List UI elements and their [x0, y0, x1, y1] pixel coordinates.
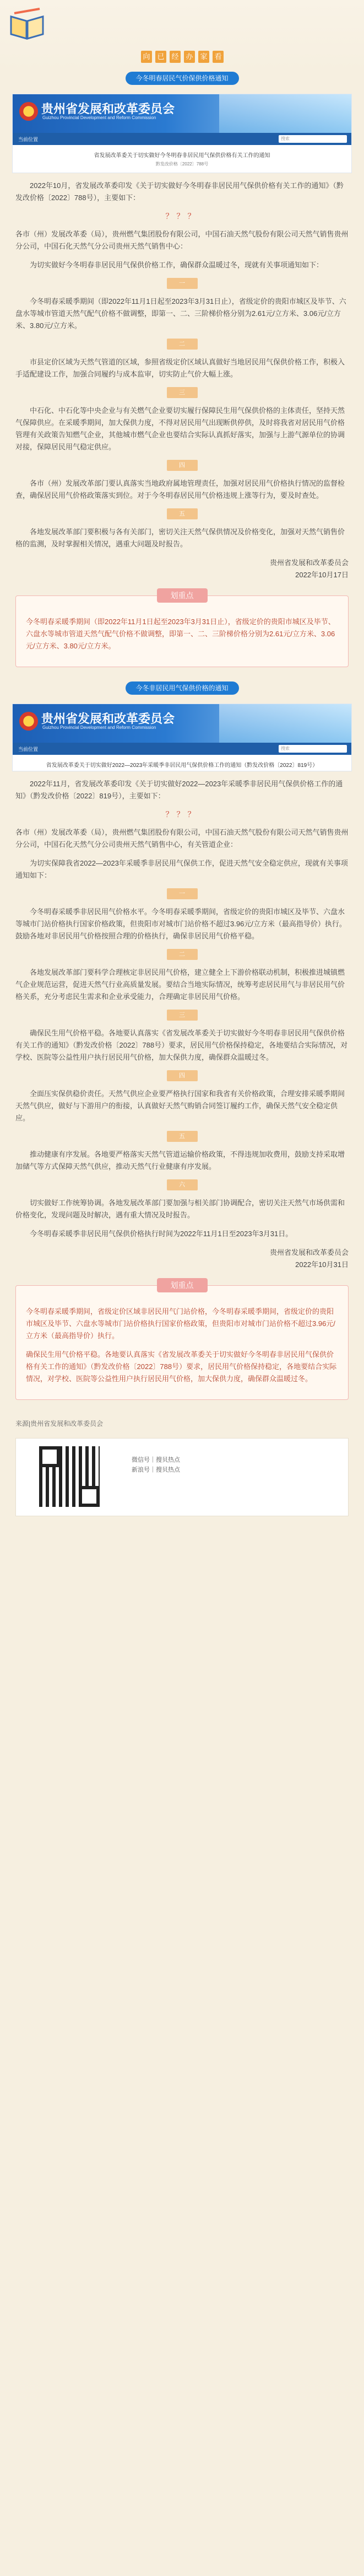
key-points-label-2: 划重点	[157, 1278, 208, 1292]
top-title-char: 已	[155, 51, 166, 63]
top-title-char: 向	[141, 51, 152, 63]
portal-title-2: 贵州省发展和改革委员会	[41, 712, 175, 726]
qr-code-icon	[39, 1446, 100, 1507]
portal-navbar	[13, 133, 351, 145]
article-2-tag-2: 二	[167, 949, 198, 960]
article-2-p1: 各市（州）发展改革委（局），贵州燃气集团股份有限公司，中国石油天然气股份有限公司天然气销售贵州分公司，中国石化天然气分公司贵州天然气销售中心，有关管道企业：	[15, 828, 349, 849]
section-pill-2: 今冬非居民用气保供价格的通知	[126, 681, 239, 695]
key-points-2	[15, 1281, 349, 1400]
qr-text	[132, 1455, 180, 1475]
article-2-tag-4: 四	[167, 1070, 198, 1081]
search-input-2[interactable]: 搜索	[279, 745, 347, 753]
key-points-2-text-2: 确保民生用气价格平稳。各地要认真落实《省发展改革委关于切实做好今冬明春非居民用气保供价格有关工作的通知》（黔发改价格〔2022〕788号）要求，居民用气价格保持稳定，各地要结合实际情况，对学校、医院等公益性用户执行居民用气价格，加大保供力度，确保群众温暖过冬。	[26, 1350, 337, 1383]
article-2	[0, 778, 364, 1271]
search-input[interactable]: 搜索	[279, 135, 347, 143]
article-1-p4: 市县定价区域为天然气管道的区域，参照省级定价区域认真做好当地居民用气保供价格工作，积极入手适配建设工作，加强合同履约与成本监审，切实防止气价大幅上涨。	[15, 358, 345, 378]
emblem-icon	[19, 102, 38, 121]
article-2-sign-org: 贵州省发展和改革委员会	[269, 1248, 349, 1257]
article-1-p3: 今冬明春采暖季期间（即2022年11月1日起至2023年3月31日止），省级定价的贵阳市城区及毕节、六盘水等城市管道天然气配气价格不做调整，即第一、二、三阶梯价格分别为2.61元/立方米、3.06元/立方米、3.80元/立方米。	[15, 297, 346, 330]
qr-line-1: 微信号｜搜贝热点	[132, 1457, 180, 1463]
article-1-reds: ？？？	[165, 212, 199, 221]
top-title-char: 经	[170, 51, 181, 63]
portal-subtitle-2: Guizhou Provincial Development and Reform Commission	[42, 725, 156, 730]
book-icon	[8, 7, 46, 41]
portal-banner	[13, 94, 351, 133]
article-1	[0, 180, 364, 581]
article-2-p9: 今冬明春采暖季非居民用气保供价格执行时间为2022年11月1日至2023年3月31日。	[30, 1230, 293, 1238]
article-2-p3: 今冬明春采暖季非居民用气价格水平。今冬明春采暖季期间，省级定价的贵阳市城区及毕节、六盘水等城市门站价格执行国家价格政策，但贵阳市对城市门站价格不超过3.96元/立方米（最高指导价）执行。鼓励各地对非居民用气价格按照合理的价格执行，确保非居民用气价格平稳。	[15, 908, 346, 940]
portal-title: 贵州省发展和改革委员会	[41, 102, 175, 116]
article-2-sign-date: 2022年10月31日	[295, 1260, 349, 1269]
key-points-label: 划重点	[157, 588, 208, 603]
section-pill: 今冬明春居民气价保供价格通知	[126, 72, 239, 85]
position-label: 当前位置	[18, 136, 39, 142]
article-1-p1: 各市（州）发展改革委（局），贵州燃气集团股份有限公司，中国石油天然气股份有限公司天然气销售贵州分公司，中国石化天然气分公司贵州天然气销售中心：	[15, 230, 349, 250]
doc-title-2: 省发展改革委关于切实做好2022—2023年采暖季非居民用气保供价格工作的通知（黔发改价格〔2022〕819号）	[46, 763, 318, 769]
key-points-2-text-1: 今冬明春采暖季期间，省级定价区域非居民用气门站价格，今冬明春采暖季期间，省级定价的贵阳市城区及毕节、六盘水等城市门站价格执行国家价格政策，但贵阳市对城市门站价格不超过3.96元/立方米（最高指导价）执行。	[26, 1307, 335, 1340]
article-1-sign-date: 2022年10月17日	[295, 571, 349, 579]
portal-navbar-2	[13, 743, 351, 755]
article-1-p6: 各市（州）发展改革部门要认真落实当地政府属地管理责任，加强对居民用气价格执行情况的监督检查，确保居民用气价格政策落实到位。对于今冬明春居民用气价格违规上涨等行为，要及时查处。	[15, 479, 345, 500]
article-2-p6: 全面压实保供稳价责任。天然气供应企业要严格执行国家和我省有关价格政策，合理安排采暖季期间天然气供应，做好与下游用户的衔接，认真做好天然气购销合同签订履约工作，确保天然气安全稳定供应。	[15, 1090, 345, 1122]
top-title-char: 家	[198, 51, 209, 63]
article-2-p7: 推动健康有序发展。各地要严格落实天然气管道运输价格政策，不得违规加收费用，鼓励支持采取增加储气等方式保障天然气供应，推动天然气行业健康有序发展。	[15, 1150, 345, 1171]
key-points-1-text: 今冬明春采暖季期间（即2022年11月1日起至2023年3月31日止），省级定价的贵阳市城区及毕节、六盘水等城市管道天然气配气价格不做调整，即第一、二、三阶梯价格分别为2.61元/立方米、3.06元/立方米、3.80元/立方米。	[26, 618, 335, 650]
article-1-tag-1: 一	[167, 278, 198, 289]
article-2-tag-3: 三	[167, 1010, 198, 1021]
article-1-date-line: 2022年10月，省发展改革委印发《关于切实做好今冬明春非居民用气保供价格有关工作的通知》（黔发改价格〔2022〕788号），主要如下：	[15, 181, 344, 202]
article-1-sign-org: 贵州省发展和改革委员会	[269, 559, 349, 567]
key-points-1	[15, 591, 349, 667]
article-2-tag-5: 五	[167, 1131, 198, 1142]
article-2-date-line: 2022年11月，省发展改革委印发《关于切实做好2022—2023年采暖季非居民用气保供价格工作的通知》（黔发改价格〔2022〕819号），主要如下：	[15, 780, 343, 800]
portal-subtitle: Guizhou Provincial Development and Reform Commission	[42, 115, 156, 120]
position-label-2: 当前位置	[18, 746, 39, 752]
article-1-p2: 为切实做好今冬明春非居民用气保供价格工作，确保群众温暖过冬，现就有关事项通知如下：	[30, 261, 324, 269]
top-title	[119, 51, 246, 63]
article-1-tag-4: 四	[167, 460, 198, 471]
top-title-char: 看	[213, 51, 224, 63]
article-2-tag-1: 一	[167, 888, 198, 899]
article-1-p5: 中石化、中石化等中央企业与有关燃气企业要切实履行保障民生用气保供价格的主体责任，坚持天然气保障供应。在采暖季期间，加大保供力度，不得对居民用气出现断供停供，及时将我省对居民用气价格管理有关政策告知燃气企业，其他城市燃气企业也要结合实际认真抓好落实，加强与上游气源单位的协调对接，保障居民用气稳定供应。	[15, 406, 345, 451]
portal-screenshot-2	[12, 704, 352, 771]
portal-screenshot	[12, 94, 352, 173]
doc-subtitle: 黔发改价格〔2022〕788号	[155, 162, 209, 167]
article-2-p5: 确保民生用气价格平稳。各地要认真落实《省发展改革委关于切实做好今冬明春非居民用气保供价格有关工作的通知》（黔发改价格〔2022〕788号）要求，居民用气价格保持稳定，各地要结合实际情况，对学校、医院等公益性用户执行居民用气价格，加大保供力度，确保群众温暖过冬。	[15, 1029, 348, 1061]
portal-banner-2	[13, 704, 351, 743]
doc-title: 省发展改革委关于切实做好今冬明春非居民用气保供价格有关工作的通知	[94, 153, 270, 159]
article-2-p4: 各地发展改革部门要科学合理核定非居民用气价格，建立健全上下游价格联动机制，积极推进城镇燃气企业规范运营，促进天然气行业高质量发展。要结合当地实际情况，统筹考虑居民用气与非居民用气价格关系，充分考虑民生需求和企业承受能力，合理确定非居民用气价格。	[15, 968, 345, 1001]
article-2-reds: ？？？	[165, 810, 199, 819]
article-2-p2: 为切实保障我省2022—2023年采暖季非居民用气保供工作，促进天然气安全稳定供应，现就有关事项通知如下：	[15, 859, 348, 879]
article-2-p8: 切实做好工作统筹协调。各地发展改革部门要加强与相关部门协调配合，密切关注天然气市场供需和价格变化，发现问题及时解决，遇有重大情况及时报告。	[15, 1199, 345, 1219]
emblem-icon	[19, 712, 38, 731]
article-1-tag-2: 二	[167, 339, 198, 350]
banner-sky	[219, 94, 351, 133]
qr-card	[15, 1438, 349, 1516]
article-1-tag-3: 三	[167, 387, 198, 398]
article-1-tag-5: 五	[167, 508, 198, 519]
banner-sky-2	[219, 704, 351, 743]
source-line: 来源|贵州省发展和改革委员会	[15, 1420, 104, 1427]
header-strip	[0, 0, 364, 72]
top-title-char: 办	[184, 51, 195, 63]
article-2-tag-6: 六	[167, 1179, 198, 1190]
qr-line-2: 新浪号｜搜贝热点	[132, 1467, 180, 1473]
article-1-p7: 各地发展改革部门要积极与各有关部门，密切关注天然气保供情况及价格变化，加强对天然气销售价格的监测，及时掌握相关情况，遇重大问题及时报告。	[15, 528, 345, 548]
